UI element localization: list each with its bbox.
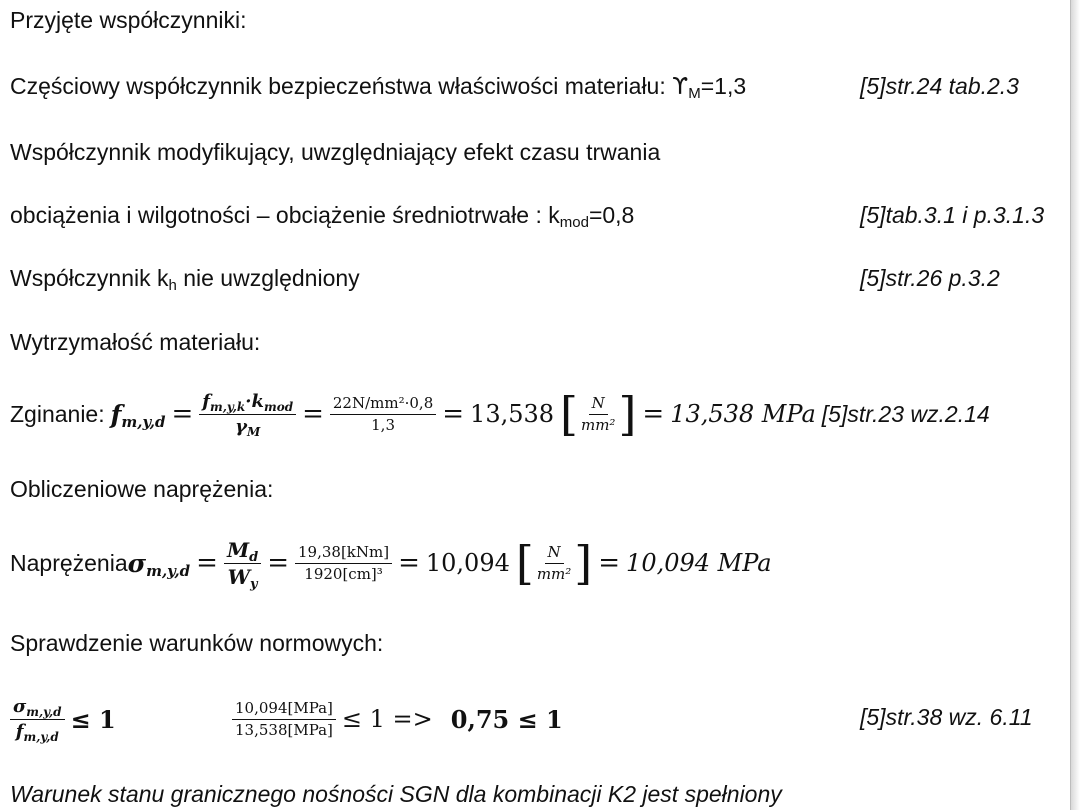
check-numeric-numerator: 10,094[MPa] — [232, 700, 336, 720]
kh-subscript: h — [168, 277, 177, 294]
stress-formula — [10, 533, 772, 593]
ref-kh: [5]str.26 p.3.2 — [860, 265, 1000, 291]
load-duration-text: obciążenia i wilgotności – obciążenie średniotrwałe : k — [10, 202, 560, 228]
stress-fraction-numerator — [224, 539, 261, 564]
modification-factor-line: Współczynnik modyfikujący, uwzględniający efekt czasu trwania — [10, 139, 661, 165]
unit-bracket-left: [ — [560, 387, 578, 441]
check-f-symbol: f — [15, 720, 24, 742]
stress-unit-fraction — [534, 544, 574, 582]
heading-code-check: Sprawdzenie warunków normowych: — [10, 630, 384, 656]
kh-text-a: Współczynnik k — [10, 265, 169, 291]
stress-numeric-numerator: 19,38[kNm] — [295, 544, 392, 564]
equals-sign: = — [171, 399, 194, 429]
gamma-subscript: M — [688, 85, 701, 102]
equals-sign-4: = — [642, 399, 665, 429]
stress-label: Naprężenia — [10, 549, 128, 576]
bending-fraction-denominator — [232, 415, 263, 437]
section-modulus-subscript: y — [250, 576, 258, 592]
check-numerator — [10, 697, 65, 720]
section-modulus-symbol: W — [227, 564, 251, 589]
bending-value-1: 13,538 — [470, 400, 555, 428]
bending-numeric-numerator: 22N/mm²·0,8 — [330, 395, 436, 415]
page-shadow — [1071, 0, 1080, 810]
check-result: 0,75 ≤ 1 — [450, 704, 563, 734]
check-fraction-numeric — [232, 700, 336, 738]
kmod-value: =0,8 — [588, 202, 635, 228]
stress-equals-1: = — [196, 548, 218, 578]
stress-bracket-right: ] — [574, 536, 593, 590]
moment-subscript: d — [249, 549, 259, 565]
bending-unit-numerator: N — [589, 395, 608, 415]
unit-bracket-right: ] — [618, 387, 637, 441]
check-sigma-subscript: m,y,d — [26, 704, 62, 719]
bending-numeric-denominator: 1,3 — [371, 415, 395, 434]
stress-unit-denominator: mm² — [536, 564, 572, 583]
f-symbol: f — [202, 390, 211, 412]
ref-kmod: [5]tab.3.1 i p.3.1.3 — [860, 202, 1045, 228]
k-symbol: k — [251, 390, 264, 412]
kmod-subscript: mod — [559, 214, 589, 231]
bending-lhs-sub: m,y,d — [121, 412, 166, 431]
stress-lhs — [128, 549, 191, 578]
equals-sign-2: = — [302, 399, 324, 429]
stress-equals-4: = — [598, 548, 621, 578]
check-le-2: ≤ 1 => — [341, 705, 433, 733]
kh-text-b: nie uwzględniony — [176, 265, 360, 291]
stress-unit-numerator: N — [545, 544, 564, 564]
sigma-symbol: σ — [127, 548, 147, 578]
gamma-den-symbol: γ — [235, 415, 247, 437]
partial-safety-factor-line — [10, 73, 747, 102]
stress-fraction-symbolic — [224, 537, 261, 592]
heading-material-strength: Wytrzymałość materiału: — [10, 329, 261, 355]
conclusion-text: Warunek stanu granicznego nośności SGN dla kombinacji K2 jest spełniony — [10, 781, 782, 807]
check-condition-2 — [232, 690, 563, 748]
bending-lhs-symbol: f — [110, 399, 122, 429]
bending-fraction-symbolic — [199, 392, 296, 437]
ref-partial-safety-factor: [5]str.24 tab.2.3 — [860, 73, 1019, 99]
bending-lhs — [111, 400, 166, 429]
gamma-value: =1,3 — [700, 73, 747, 99]
load-duration-line — [10, 202, 635, 231]
sigma-subscript: m,y,d — [146, 561, 191, 580]
check-denominator — [13, 720, 62, 742]
bending-value-2: 13,538 MPa — [670, 400, 816, 428]
check-f-subscript: m,y,d — [23, 729, 59, 744]
f-subscript: m,y,k — [210, 399, 246, 414]
gamma-symbol: ϒ — [672, 74, 689, 100]
gamma-den-subscript: M — [246, 424, 261, 439]
k-subscript: mod — [264, 399, 294, 414]
bending-unit-fraction — [578, 395, 618, 433]
check-sigma-symbol: σ — [13, 695, 27, 717]
bending-formula — [10, 384, 990, 444]
equals-sign-3: = — [442, 399, 465, 429]
check-fraction-symbolic — [10, 697, 65, 742]
check-condition-1 — [10, 690, 116, 748]
stress-fraction-numeric — [295, 544, 392, 582]
bending-fraction-numerator — [199, 392, 296, 415]
stress-value-2: 10,094 MPa — [626, 549, 772, 577]
ref-bending: [5]str.23 wz.2.14 — [821, 400, 990, 427]
kh-factor-line — [10, 265, 360, 294]
stress-numeric-denominator: 1920[cm]³ — [304, 564, 383, 583]
stress-equals-3: = — [398, 548, 420, 578]
check-numeric-denominator: 13,538[MPa] — [235, 720, 333, 739]
bending-fraction-numeric — [330, 395, 436, 433]
partial-safety-factor-text: Częściowy współczynnik bezpieczeństwa właściwości materiału: — [10, 73, 673, 99]
ref-check: [5]str.38 wz. 6.11 — [860, 704, 1033, 730]
dot-operator: · — [245, 390, 252, 412]
heading-design-stresses: Obliczeniowe naprężenia: — [10, 476, 274, 502]
stress-equals-2: = — [267, 548, 289, 578]
check-le-1: ≤ 1 — [70, 704, 116, 734]
moment-symbol: M — [226, 537, 250, 562]
stress-bracket-left: [ — [515, 536, 534, 590]
stress-value-1: 10,094 — [425, 549, 510, 577]
bending-unit-denominator: mm² — [580, 415, 616, 434]
stress-fraction-denominator — [225, 564, 261, 592]
heading-coefficients: Przyjęte współczynniki: — [10, 7, 247, 33]
bending-label: Zginanie: — [10, 400, 105, 427]
